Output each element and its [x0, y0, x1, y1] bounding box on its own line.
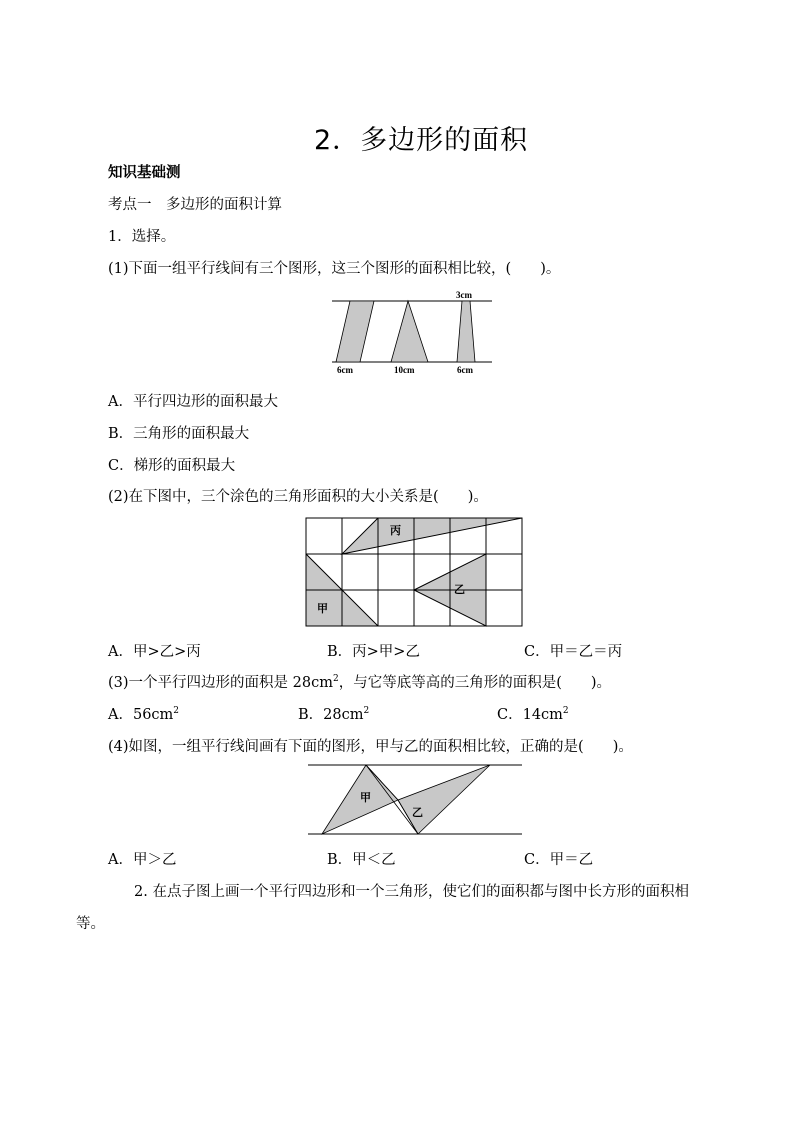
question-2-line1: 2. 在点子图上画一个平行四边形和一个三角形，使它们的面积都与图中长方形的面积相 — [134, 884, 689, 900]
q1-3-option-b-text: B．28cm — [298, 707, 364, 723]
q1-3-option-b-sup: 2 — [363, 706, 370, 717]
label-6cm-1: 6cm — [337, 365, 353, 375]
question-2-line2: 等。 — [76, 916, 105, 932]
parallel-triangles-figure — [308, 762, 524, 836]
parallelogram-shape — [336, 301, 374, 362]
q1-2-option-c: C．甲＝乙＝丙 — [524, 644, 623, 660]
page-title: 2．多边形的面积 — [314, 125, 529, 156]
q1-3-option-a-sup: 2 — [173, 706, 180, 717]
q1-3-option-c-text: C．14cm — [497, 707, 563, 723]
topic-heading: 考点一 多边形的面积计算 — [108, 197, 282, 213]
q1-1-option-a: A．平行四边形的面积最大 — [108, 394, 278, 410]
section-heading: 知识基础测 — [108, 164, 181, 181]
q1-4-option-b: B．甲＜乙 — [327, 852, 396, 868]
label-jia: 甲 — [317, 603, 328, 615]
q1-3-option-a — [108, 703, 179, 724]
q1-4-option-a: A．甲＞乙 — [108, 852, 177, 868]
triangle-shape — [391, 301, 428, 362]
q1-1-stem: (1)下面一组平行线间有三个图形，这三个图形的面积相比较，( )。 — [108, 261, 561, 277]
q1-3-stem — [108, 671, 611, 692]
trapezoid-shape — [457, 301, 475, 362]
q1-3-stem-post: ，与它等底等高的三角形的面积是( )。 — [338, 675, 612, 691]
q1-3-option-a-text: A．56cm — [108, 707, 174, 723]
q1-3-stem-sup: 2 — [332, 674, 339, 685]
label-yi: 乙 — [454, 584, 465, 596]
q1-4-option-c: C．甲＝乙 — [524, 852, 594, 868]
q1-1-option-c: C．梯形的面积最大 — [108, 458, 236, 474]
label-6cm-2: 6cm — [457, 365, 473, 375]
label-10cm: 10cm — [394, 365, 415, 375]
q1-3-option-c — [497, 703, 569, 724]
label-jia: 甲 — [360, 792, 371, 804]
q1-3-option-c-sup: 2 — [562, 706, 569, 717]
question-1-header: 1．选择。 — [108, 229, 176, 245]
q1-2-option-a: A．甲>乙>丙 — [108, 644, 201, 660]
q1-1-option-b: B．三角形的面积最大 — [108, 426, 250, 442]
q1-2-stem: (2)在下图中，三个涂色的三角形面积的大小关系是( )。 — [108, 489, 488, 505]
q1-3-option-b — [298, 703, 369, 724]
q1-2-option-b: B．丙>甲>乙 — [327, 644, 420, 660]
q1-4-stem: (4)如图，一组平行线间画有下面的图形，甲与乙的面积相比较，正确的是( )。 — [108, 739, 633, 755]
label-yi: 乙 — [412, 807, 423, 819]
grid-triangles-figure — [306, 518, 522, 626]
label-3cm: 3cm — [456, 290, 472, 300]
parallel-lines-figure — [320, 285, 500, 377]
q1-3-stem-pre: (3)一个平行四边形的面积是 28cm — [108, 675, 333, 691]
label-bing: 丙 — [390, 525, 401, 537]
